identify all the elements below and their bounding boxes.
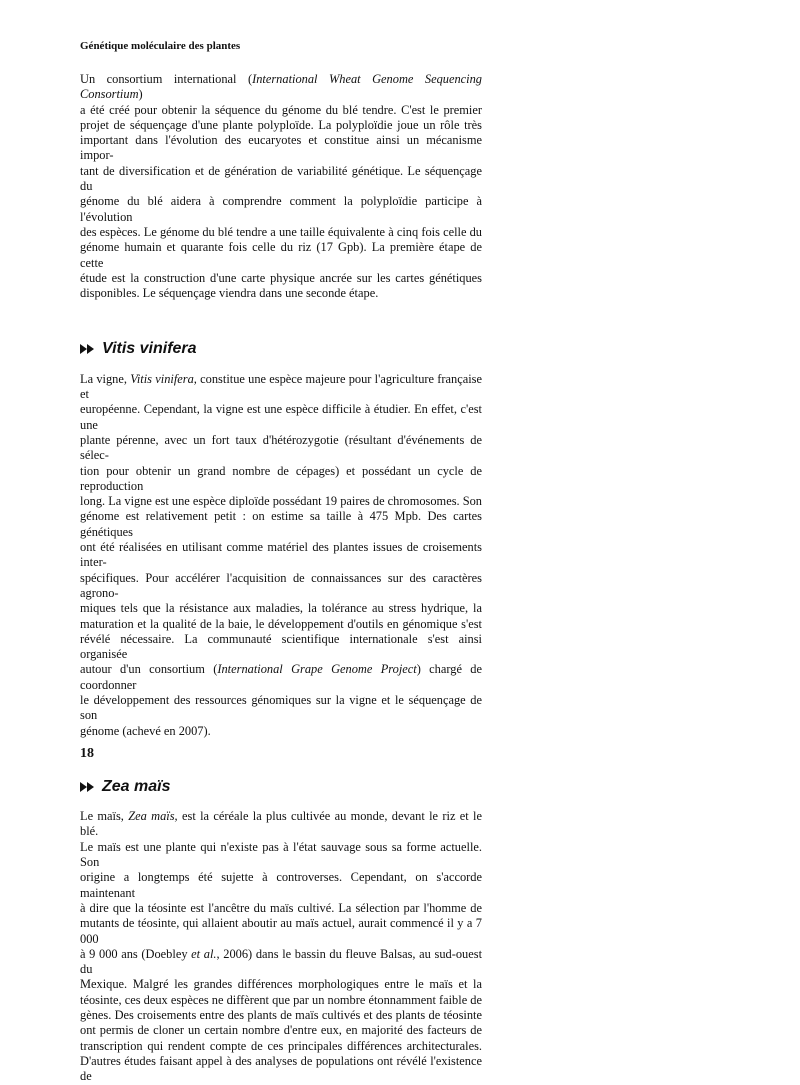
text-line: gènes. Des croisements entre des plants de maïs cultivés et des plants de téosinte: [80, 1008, 482, 1023]
text-line: génome est relativement petit : on estime sa taille à 475 Mpb. Des cartes génétiques: [80, 509, 482, 539]
running-head: Génétique moléculaire des plantes: [80, 40, 241, 52]
text-line: La vigne, Vitis vinifera, constitue une espèce majeure pour l'agriculture française et: [80, 371, 482, 402]
text-line: des espèces. Le génome du blé tendre a une taille équivalente à cinq fois celle du: [80, 224, 482, 239]
text-line: ont été réalisées en utilisant comme matériel des plantes issues de croisements inter-: [80, 540, 482, 570]
section-heading-zea: [80, 779, 482, 794]
text-line: tant de diversification et de génération de variabilité génétique. Le séquençage du: [80, 163, 482, 194]
text-line: mutants de téosinte, qui allaient aboutir au maïs actuel, aurait commencé il y a 7 000: [80, 916, 482, 946]
text-line: long. La vigne est une espèce diploïde possédant 19 paires de chromosomes. Son: [80, 494, 482, 509]
text-line: important dans l'évolution des eucaryotes et constitue ainsi un mécanisme impor-: [80, 133, 482, 163]
text-line: transcription qui rendent compte de ces principales différences architecturales.: [80, 1038, 482, 1053]
text-line: européenne. Cependant, la vigne est une espèce difficile à étudier. En effet, c'est une: [80, 402, 482, 432]
text-line: disponibles. Le séquençage viendra dans une seconde étape.: [80, 286, 379, 301]
text-line: génome du blé aidera à comprendre comment la polyploïdie participe à l'évolution: [80, 194, 482, 224]
text-line: à dire que la téosinte est l'ancêtre du maïs cultivé. La sélection par l'homme de: [80, 900, 482, 915]
paragraph-vitis: [80, 372, 482, 739]
text-line: ont permis de cloner un certain nombre d'entre eux, en majorité des facteurs de: [80, 1023, 482, 1038]
paragraph-zea: [80, 809, 482, 1084]
text-line: génome humain et quarante fois celle du riz (17 Gpb). La première étape de cette: [80, 240, 482, 270]
text-line: Le maïs est une plante qui n'existe pas à l'état sauvage sous sa forme actuelle. Son: [80, 839, 482, 870]
wheat-paragraph-block: [80, 72, 482, 301]
page-body: [80, 72, 482, 1085]
text-line: projet de séquençage d'une plante polyploïde. La polyploïdie joue un rôle très: [80, 117, 482, 132]
text-line: génome (achevé en 2007).: [80, 723, 211, 738]
zea-paragraph-block: [80, 809, 482, 1084]
double-arrow-icon: [80, 344, 96, 354]
text-line: maturation et la qualité de la baie, le développement d'outils en génomique s'est: [80, 616, 482, 631]
text-line: étude est la construction d'une carte physique ancrée sur les cartes génétiques: [80, 270, 482, 285]
text-line: Un consortium international (International Wheat Genome Sequencing Consortium): [80, 72, 482, 102]
text-line: origine a longtemps été sujette à controverses. Cependant, on s'accorde maintenant: [80, 870, 482, 900]
text-line: a été créé pour obtenir la séquence du génome du blé tendre. C'est le premier: [80, 102, 482, 117]
text-line: tion pour obtenir un grand nombre de cépages) et possédant un cycle de reproduction: [80, 463, 482, 493]
text-line: D'autres études faisant appel à des analyses de populations ont révélé l'existence de: [80, 1053, 482, 1084]
page-number: 18: [80, 746, 94, 761]
section-heading-label: Zea maïs: [102, 777, 171, 795]
text-line: miques tels que la résistance aux maladies, la tolérance au stress hydrique, la: [80, 601, 482, 616]
text-line: Mexique. Malgré les grandes différences morphologiques entre le maïs et la: [80, 977, 482, 992]
text-line: plante pérenne, avec un fort taux d'hétérozygotie (résultant d'événements de sélec-: [80, 432, 482, 463]
text-line: révélé nécessaire. La communauté scientifique internationale s'est ainsi organisée: [80, 631, 482, 662]
text-line: spécifiques. Pour accélérer l'acquisition de connaissances sur des caractères agrono-: [80, 570, 482, 600]
text-line: autour d'un consortium (International Grape Genome Project) chargé de coordonner: [80, 662, 482, 692]
section-heading-label: Vitis vinifera: [102, 340, 197, 358]
text-line: le développement des ressources génomiques sur la vigne et le séquençage de son: [80, 692, 482, 723]
text-line: téosinte, ces deux espèces ne diffèrent que par un nombre étonnamment faible de: [80, 992, 482, 1007]
vitis-paragraph-block: [80, 372, 482, 739]
text-line: Le maïs, Zea maïs, est la céréale la plus cultivée au monde, devant le riz et le blé.: [80, 809, 483, 839]
text-line: à 9 000 ans (Doebley et al., 2006) dans le bassin du fleuve Balsas, au sud-ouest du: [80, 946, 483, 977]
double-arrow-icon: [80, 782, 96, 792]
section-heading-vitis: [80, 341, 482, 356]
paragraph-wheat: [80, 72, 482, 301]
